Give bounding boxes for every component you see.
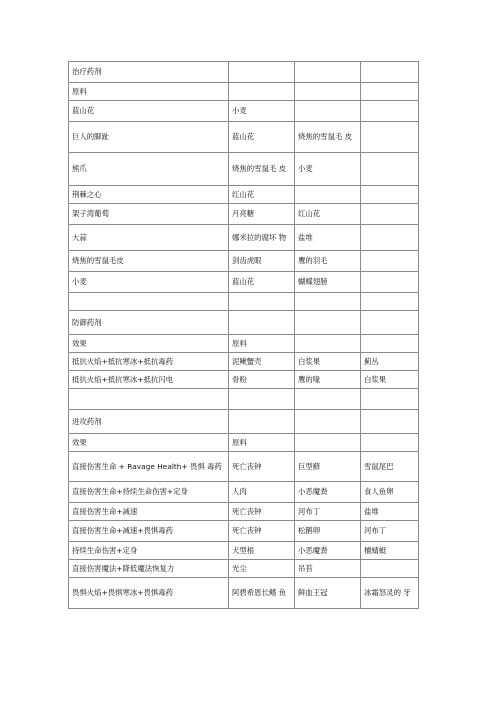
table-cell: 防御药剂 (69, 311, 229, 335)
table-row (69, 482, 419, 503)
table-cell: 食人鱼卵 (361, 482, 419, 503)
table-cell (361, 389, 419, 410)
table-cell: 死亡丧钟 (229, 503, 295, 521)
table-cell: 直接伤害生命+持续生命伤害+定身 (69, 482, 229, 503)
table-cell: 持续生命伤害+定身 (69, 542, 229, 560)
table-row (69, 503, 419, 521)
table-cell: 犬型根 (229, 542, 295, 560)
table-cell: 吊苔 (295, 560, 361, 578)
table-row (69, 560, 419, 578)
table-cell (295, 62, 361, 83)
table-cell (295, 335, 361, 353)
table-cell: 冰霜怒灵的 牙 (361, 578, 419, 609)
table-row (69, 251, 419, 272)
table-cell (361, 122, 419, 153)
table-cell: 直接伤害生命+减速+畏惧毒药 (69, 521, 229, 542)
table-cell: 光尘 (229, 560, 295, 578)
table-cell: 薊丛 (361, 353, 419, 371)
table-cell: 巨型蘚 (295, 452, 361, 482)
table-cell: 蓝山花 (229, 122, 295, 153)
table-cell: 大蒜 (69, 225, 229, 251)
table-cell: 直接伤害生命 + Ravage Health+ 畏惧 毒药 (69, 452, 229, 482)
table-row (69, 521, 419, 542)
table-cell: 红山花 (229, 186, 295, 204)
table-row (69, 293, 419, 311)
table-cell: 蓝山花 (69, 101, 229, 122)
table-cell (361, 83, 419, 101)
table-row (69, 410, 419, 434)
table-cell: 直接伤害生命+减速 (69, 503, 229, 521)
table-cell (361, 101, 419, 122)
table-cell: 河布丁 (295, 503, 361, 521)
table-cell (69, 293, 229, 311)
table-cell: 娜米拉的腐坏 物 (229, 225, 295, 251)
table-row (69, 204, 419, 225)
table-cell: 架子湾葡萄 (69, 204, 229, 225)
table-cell: 红山花 (295, 204, 361, 225)
table-cell (361, 410, 419, 434)
table-cell: 死亡丧钟 (229, 521, 295, 542)
table-row (69, 62, 419, 83)
table-cell (361, 186, 419, 204)
table-cell: 治疗药剂 (69, 62, 229, 83)
table-cell: 熊爪 (69, 153, 229, 186)
table-cell: 直接伤害魔法+降低魔法恢复力 (69, 560, 229, 578)
table-cell: 白浆果 (361, 371, 419, 389)
table-cell (295, 311, 361, 335)
table-row (69, 452, 419, 482)
potion-spreadsheet (68, 61, 419, 609)
table-cell: 荆棘之心 (69, 186, 229, 204)
table-cell (361, 434, 419, 452)
table-row (69, 186, 419, 204)
table-cell (361, 335, 419, 353)
table-cell (229, 293, 295, 311)
table-cell: 人肉 (229, 482, 295, 503)
table-cell: 蓝山花 (229, 272, 295, 293)
table-row (69, 101, 419, 122)
table-cell: 松鹅卵 (295, 521, 361, 542)
table-row (69, 83, 419, 101)
table-row (69, 353, 419, 371)
table-cell: 檀蜻蜓 (361, 542, 419, 560)
table-cell (69, 389, 229, 410)
table-cell (361, 311, 419, 335)
table-cell: 烧焦的雪鼠毛 皮 (295, 122, 361, 153)
table-cell: 泥鳅蟹壳 (229, 353, 295, 371)
table-cell: 小麦 (229, 101, 295, 122)
table-cell: 原料 (229, 335, 295, 353)
table-cell: 盐堆 (361, 503, 419, 521)
table-cell: 烧焦的雪鼠毛 皮 (229, 153, 295, 186)
table-cell (229, 311, 295, 335)
table-row (69, 542, 419, 560)
table-cell: 盐堆 (295, 225, 361, 251)
table-row (69, 122, 419, 153)
table-cell: 鹰的羽毛 (295, 251, 361, 272)
table-cell: 骨粉 (229, 371, 295, 389)
table-cell: 烧焦的雪鼠毛皮 (69, 251, 229, 272)
table-cell: 鹰的喙 (295, 371, 361, 389)
table-cell: 小麦 (295, 153, 361, 186)
table-row (69, 311, 419, 335)
table-cell: 白浆果 (295, 353, 361, 371)
table-cell (295, 410, 361, 434)
table-row (69, 389, 419, 410)
table-cell: 原料 (69, 83, 229, 101)
table-row (69, 578, 419, 609)
spreadsheet-body (69, 62, 419, 609)
table-cell (229, 410, 295, 434)
table-cell (229, 389, 295, 410)
table-cell: 剑齿虎眼 (229, 251, 295, 272)
table-cell (361, 204, 419, 225)
table-row (69, 371, 419, 389)
table-cell (229, 62, 295, 83)
table-cell (295, 101, 361, 122)
table-row (69, 153, 419, 186)
table-row (69, 434, 419, 452)
table-cell: 河布丁 (361, 521, 419, 542)
table-cell (361, 251, 419, 272)
table-cell: 进攻药剂 (69, 410, 229, 434)
table-cell: 效果 (69, 434, 229, 452)
table-cell (361, 293, 419, 311)
table-cell: 原料 (229, 434, 295, 452)
table-cell: 小恶魔粪 (295, 482, 361, 503)
table-cell: 小恶魔粪 (295, 542, 361, 560)
table-cell: 雪鼠尾巴 (361, 452, 419, 482)
table-cell (361, 225, 419, 251)
table-cell (295, 434, 361, 452)
table-cell: 抵抗火焰+抵抗寒冰+抵抗闪电 (69, 371, 229, 389)
table-cell (295, 186, 361, 204)
table-cell (295, 293, 361, 311)
table-cell (295, 83, 361, 101)
table-cell: 死亡丧钟 (229, 452, 295, 482)
table-cell (361, 272, 419, 293)
table-cell: 抵抗火焰+抵抗寒冰+抵抗毒药 (69, 353, 229, 371)
table-row (69, 272, 419, 293)
table-cell: 鲜血王冠 (295, 578, 361, 609)
table-cell (361, 560, 419, 578)
table-row (69, 335, 419, 353)
table-cell: 阿碧希恩长鳍 鱼 (229, 578, 295, 609)
table-cell: 蝴蝶翅膀 (295, 272, 361, 293)
table-cell: 月亮糖 (229, 204, 295, 225)
table-cell (361, 153, 419, 186)
table-cell (361, 62, 419, 83)
table-cell (229, 83, 295, 101)
table-cell: 小麦 (69, 272, 229, 293)
table-row (69, 225, 419, 251)
table-cell (295, 389, 361, 410)
table-cell: 效果 (69, 335, 229, 353)
table-cell: 巨人的脚趾 (69, 122, 229, 153)
table-cell: 畏惧火焰+畏惧寒冰+畏惧毒药 (69, 578, 229, 609)
